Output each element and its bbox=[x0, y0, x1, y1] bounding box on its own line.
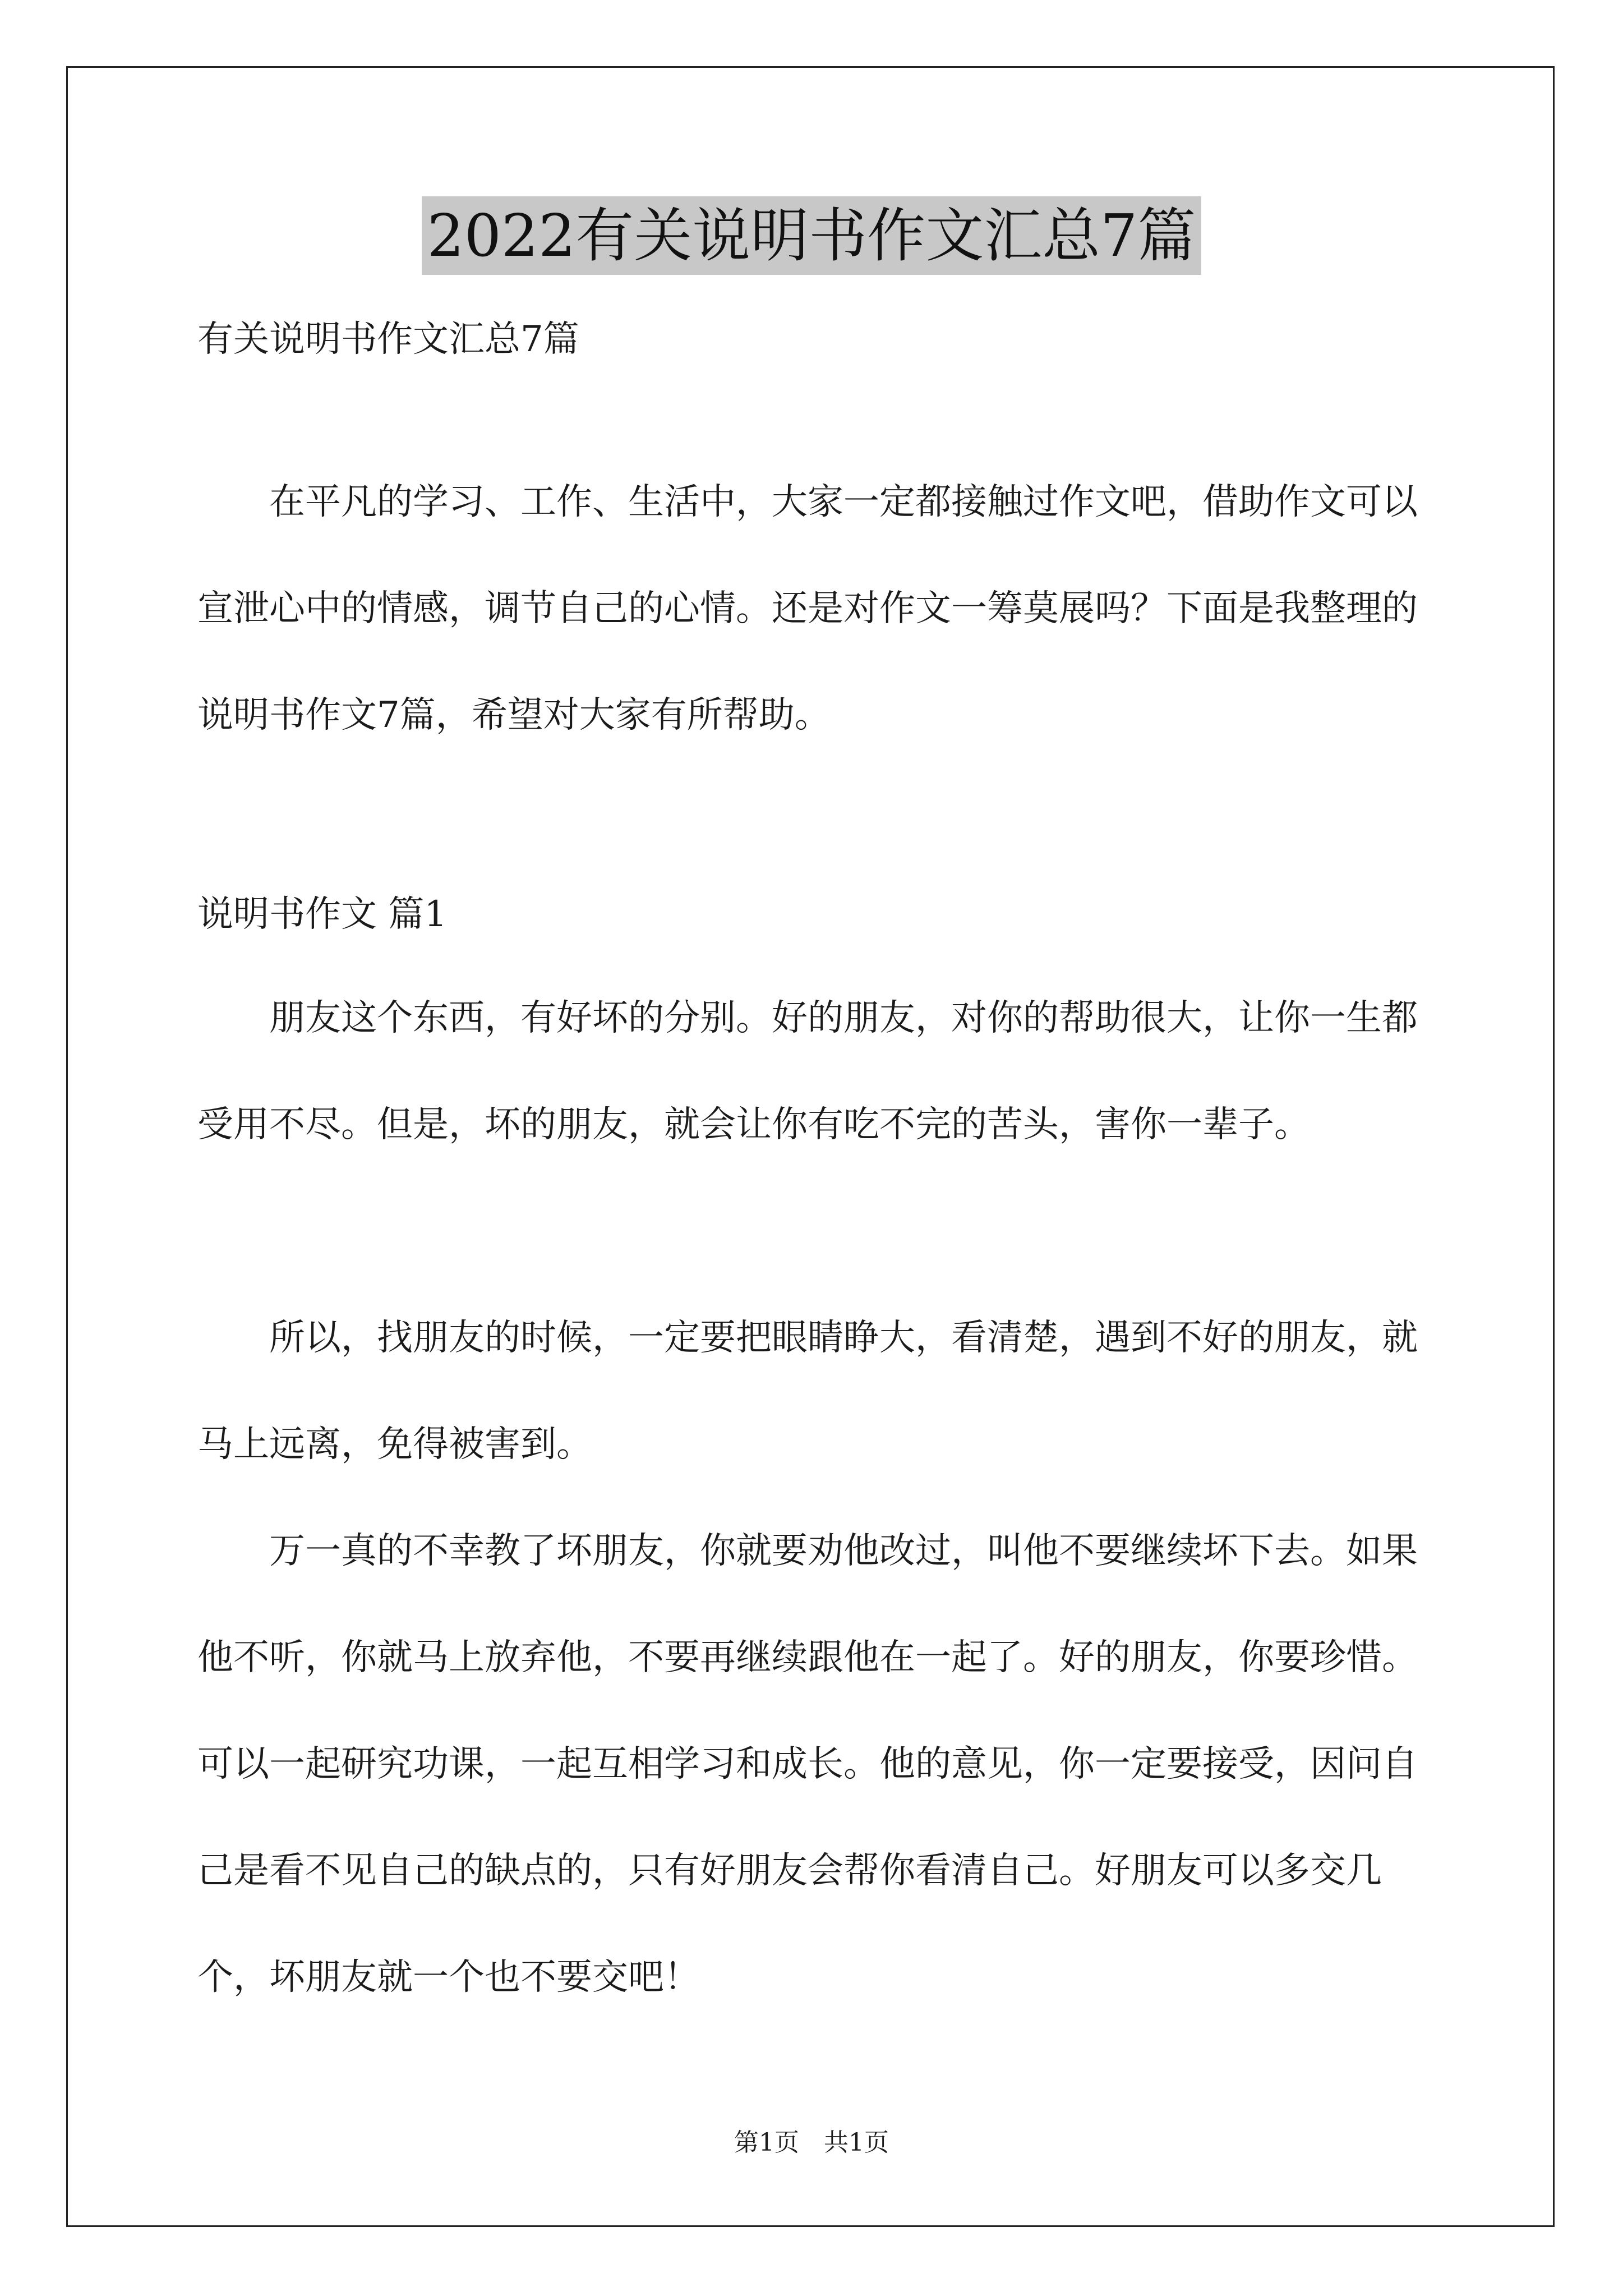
body-paragraph-2: 所以，找朋友的时候，一定要把眼睛睁大，看清楚，遇到不好的朋友，就马上远离，免得被害到。 bbox=[197, 1317, 1418, 1465]
intro-paragraph: 在平凡的学习、工作、生活中，大家一定都接触过作文吧，借助作文可以宣泄心中的情感，调节自己的心情。还是对作文一筹莫展吗？下面是我整理的说明书作文7篇，希望对大家有所帮助。 bbox=[197, 481, 1418, 736]
document-subtitle: 有关说明书作文汇总7篇 bbox=[197, 319, 579, 360]
title-block bbox=[0, 196, 1623, 275]
body-paragraph-3: 万一真的不幸教了坏朋友，你就要劝他改过，叫他不要继续坏下去。如果他不听，你就马上放弃他，不要再继续跟他在一起了。好的朋友，你要珍惜。可以一起研究功课，一起互相学习和成长。他的意见，你一定要接受，因问自己是看不见自己的缺点的，只有好朋友会帮你看清自己。好朋友可以多交几个，坏朋友就一个也不要交吧！ bbox=[197, 1530, 1418, 1998]
body-paragraph-1: 朋友这个东西，有好坏的分别。好的朋友，对你的帮助很大，让你一生都受用不尽。但是，坏的朋友，就会让你有吃不完的苦头，害你一辈子。 bbox=[197, 997, 1418, 1145]
document-title: 2022有关说明书作文汇总7篇 bbox=[422, 196, 1202, 275]
page-footer: 第1页 共1页 bbox=[734, 2128, 889, 2157]
section-heading: 说明书作文 篇1 bbox=[197, 894, 448, 935]
